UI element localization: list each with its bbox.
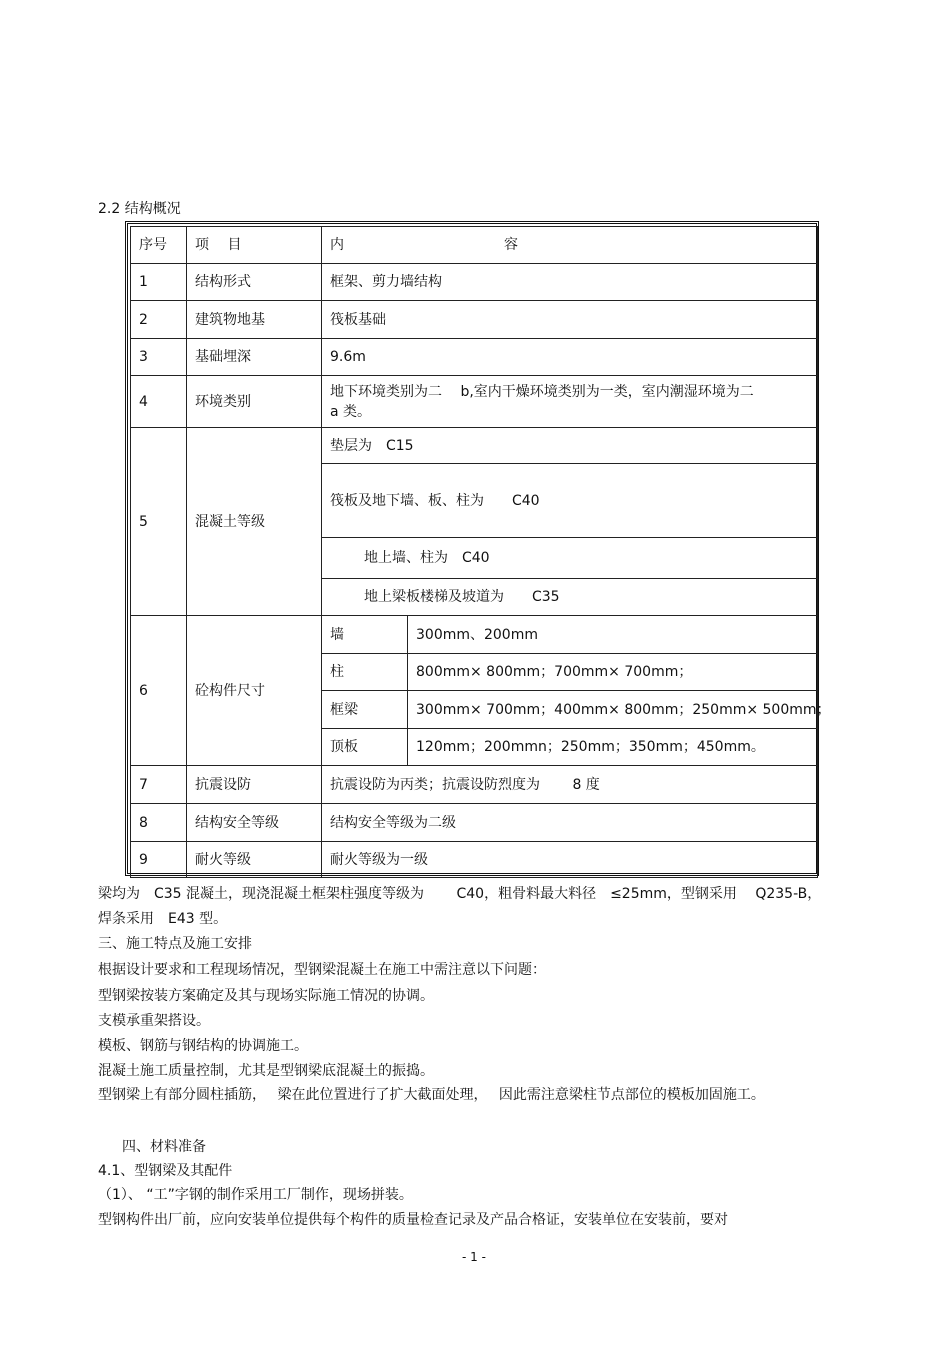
subheading-4-1: 4.1、型钢梁及其配件 bbox=[98, 1163, 233, 1179]
row-content: 耐火等级为一级 bbox=[322, 842, 818, 878]
table-row bbox=[131, 301, 818, 339]
row-item: 结构安全等级 bbox=[187, 804, 322, 842]
table-row bbox=[131, 766, 818, 804]
concrete-grade-item: 地上墙、柱为 C40 bbox=[322, 538, 818, 579]
concrete-grade-item: 地上梁板楼梯及坡道为 C35 bbox=[322, 579, 818, 616]
member-name: 柱 bbox=[322, 654, 408, 691]
row-content: 结构安全等级为二级 bbox=[322, 804, 818, 842]
row-content: 9.6m bbox=[322, 339, 818, 376]
table-row bbox=[131, 428, 818, 464]
list-item: 混凝土施工质量控制，尤其是型钢梁底混凝土的振捣。 bbox=[98, 1063, 434, 1079]
row-no: 8 bbox=[131, 804, 187, 842]
row-content: 抗震设防为丙类；抗震设防烈度为 8 度 bbox=[322, 766, 818, 804]
row-item: 耐火等级 bbox=[187, 842, 322, 878]
member-size: 300mm× 700mm；400mm× 800mm；250mm× 500mm； bbox=[408, 691, 818, 729]
table-row bbox=[131, 339, 818, 376]
row-no: 1 bbox=[131, 264, 187, 301]
subheading-4-1-1: （1）、 “工”字钢的制作采用工厂制作，现场拼装。 bbox=[98, 1187, 413, 1203]
paragraph-last: 型钢构件出厂前，应向安装单位提供每个构件的质量检查记录及产品合格证，安装单位在安装前，要对 bbox=[98, 1212, 728, 1228]
row-no: 4 bbox=[131, 376, 187, 428]
member-size: 120mm；200mmn；250mm；350mm；450mm。 bbox=[408, 729, 818, 766]
member-size: 800mm× 800mm；700mm× 700mm； bbox=[408, 654, 818, 691]
row-item: 基础埋深 bbox=[187, 339, 322, 376]
list-item: 型钢梁按装方案确定及其与现场实际施工情况的协调。 bbox=[98, 988, 434, 1004]
list-item: 型钢梁上有部分圆柱插筋， 梁在此位置进行了扩大截面处理， 因此需注意梁柱节点部位的模板加固施工。 bbox=[98, 1087, 765, 1103]
table-row bbox=[131, 804, 818, 842]
row-content: 地下环境类别为二 b,室内干燥环境类别为一类，室内潮湿环境为二 a 类。 bbox=[322, 376, 818, 428]
section-title: 2.2 结构概况 bbox=[98, 201, 181, 217]
page-number: - 1 - bbox=[462, 1250, 486, 1264]
header-no: 序号 bbox=[131, 227, 187, 264]
row-item: 建筑物地基 bbox=[187, 301, 322, 339]
header-content: 内 容 bbox=[322, 227, 818, 264]
row-content: 框架、剪力墙结构 bbox=[322, 264, 818, 301]
body-line-1: 梁均为 C35 混凝土，现浇混凝土框架柱强度等级为 C40，粗骨料最大料径 ≤25mm，型钢采用 Q235-B， bbox=[98, 886, 822, 902]
member-name: 框梁 bbox=[322, 691, 408, 729]
member-name: 墙 bbox=[322, 616, 408, 654]
paragraph-1: 根据设计要求和工程现场情况，型钢梁混凝土在施工中需注意以下问题： bbox=[98, 962, 546, 978]
table-row bbox=[131, 842, 818, 878]
table-row bbox=[131, 376, 818, 428]
row-no: 6 bbox=[131, 616, 187, 766]
concrete-grade-item: 筏板及地下墙、板、柱为 C40 bbox=[322, 464, 818, 538]
header-item: 项 目 bbox=[187, 227, 322, 264]
row-no: 9 bbox=[131, 842, 187, 878]
member-name: 顶板 bbox=[322, 729, 408, 766]
row-item: 砼构件尺寸 bbox=[187, 616, 322, 766]
row-content: 筏板基础 bbox=[322, 301, 818, 339]
row-no: 5 bbox=[131, 428, 187, 616]
list-item: 模板、钢筋与钢结构的协调施工。 bbox=[98, 1038, 308, 1054]
body-line-2: 焊条采用 E43 型。 bbox=[98, 911, 228, 927]
row-no: 3 bbox=[131, 339, 187, 376]
row-no: 2 bbox=[131, 301, 187, 339]
table-header-row bbox=[131, 227, 818, 264]
table-row bbox=[131, 616, 818, 654]
structure-overview-table bbox=[125, 221, 831, 876]
row-no: 7 bbox=[131, 766, 187, 804]
list-item: 支模承重架搭设。 bbox=[98, 1013, 210, 1029]
heading-4: 四、材料准备 bbox=[122, 1139, 206, 1155]
table-row bbox=[131, 264, 818, 301]
heading-3: 三、施工特点及施工安排 bbox=[98, 936, 252, 952]
row-item: 混凝土等级 bbox=[187, 428, 322, 616]
member-size: 300mm、200mm bbox=[408, 616, 818, 654]
row-item: 结构形式 bbox=[187, 264, 322, 301]
row-item: 抗震设防 bbox=[187, 766, 322, 804]
concrete-grade-item: 垫层为 C15 bbox=[322, 428, 818, 464]
row-item: 环境类别 bbox=[187, 376, 322, 428]
